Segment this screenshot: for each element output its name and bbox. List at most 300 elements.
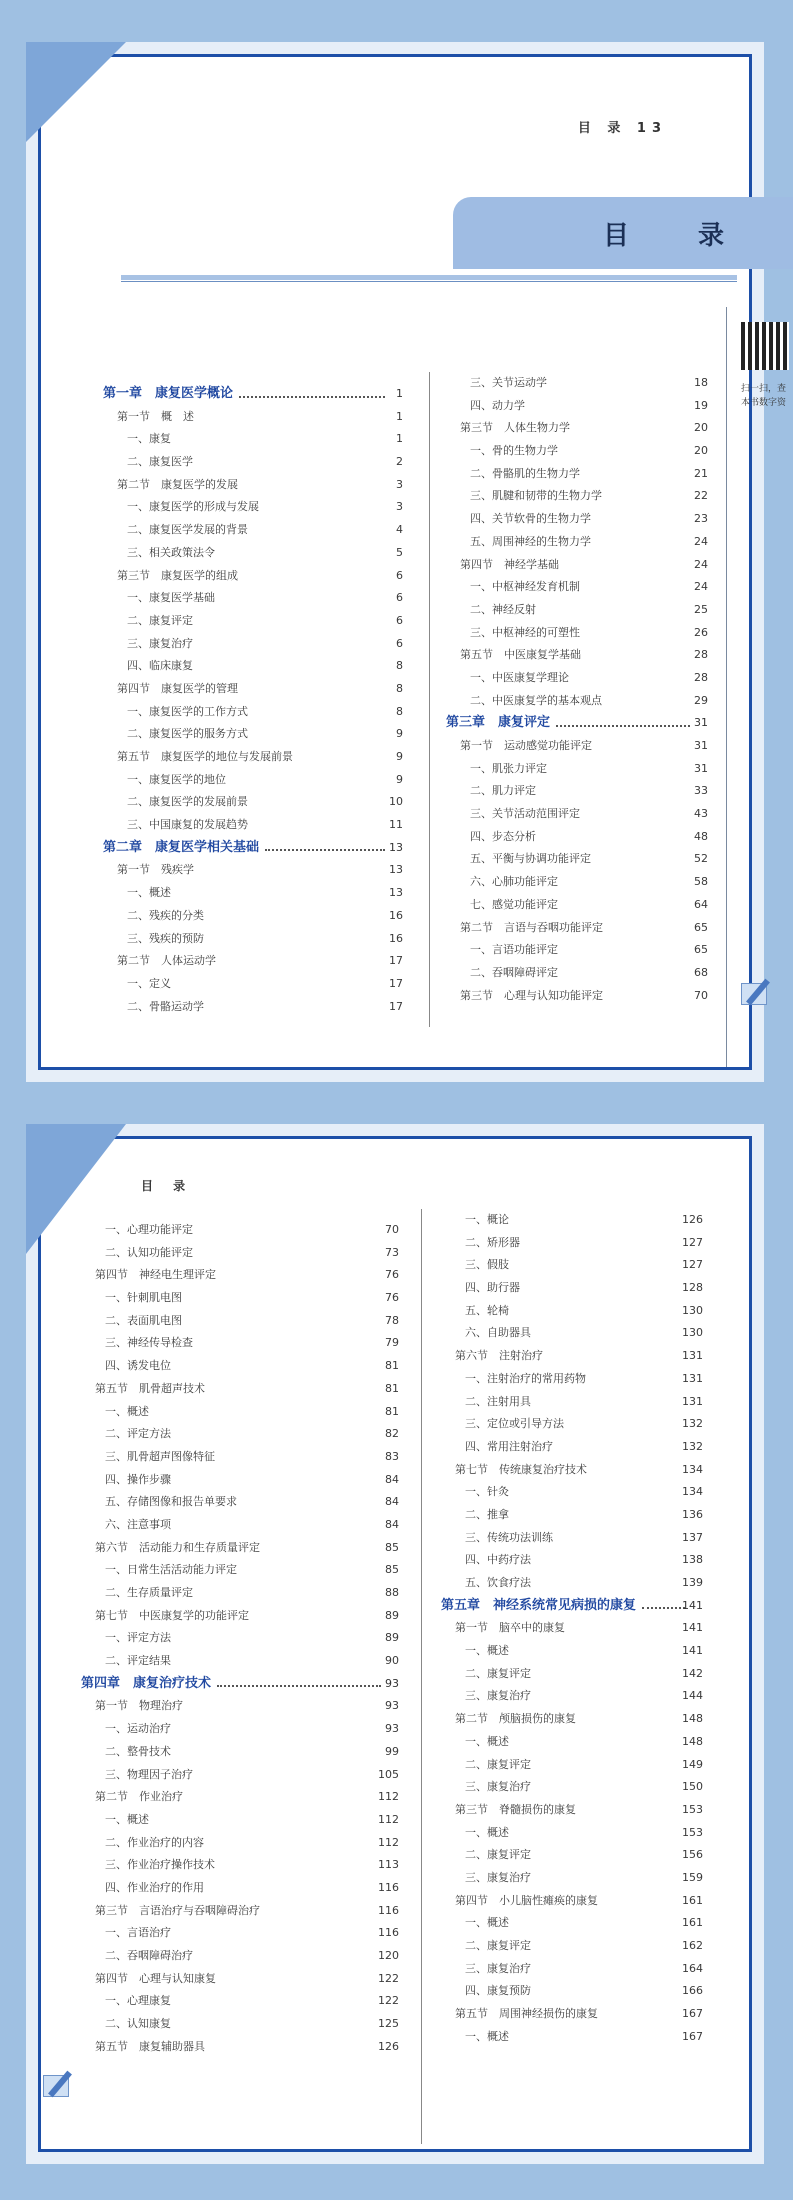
page-number: 8 xyxy=(396,704,403,718)
toc-section-entry[interactable] xyxy=(81,2036,399,2059)
toc-item-entry[interactable] xyxy=(81,1945,399,1968)
toc-item-entry[interactable] xyxy=(446,599,708,622)
toc-item-entry[interactable] xyxy=(446,667,708,690)
toc-item-entry[interactable] xyxy=(81,1922,399,1945)
toc-section-entry[interactable] xyxy=(103,746,403,769)
toc-section-entry[interactable] xyxy=(81,1605,399,1628)
page-number: 24 xyxy=(694,534,708,548)
entry-title: 第一节 残疾学 xyxy=(117,863,194,877)
entry-title: 二、推拿 xyxy=(465,1507,509,1521)
toc-item-entry[interactable] xyxy=(81,1718,399,1741)
toc-item-entry[interactable] xyxy=(441,1436,703,1459)
toc-item-entry[interactable] xyxy=(81,1287,399,1310)
page-number: 112 xyxy=(378,1812,399,1826)
entry-title: 第五章 神经系统常见病损的康复 xyxy=(441,1597,637,1613)
page-number: 130 xyxy=(682,1303,703,1317)
page-number: 70 xyxy=(385,1223,399,1236)
page-number: 141 xyxy=(682,1598,703,1612)
toc-item-entry[interactable] xyxy=(441,1663,703,1686)
page-number: 20 xyxy=(694,444,708,458)
toc-section-entry[interactable] xyxy=(446,917,708,940)
page-number: 6 xyxy=(396,591,403,605)
entry-title: 一、运动治疗 xyxy=(105,1722,171,1736)
entry-title: 第六节 活动能力和生存质量评定 xyxy=(95,1540,260,1554)
page-number: 20 xyxy=(694,421,708,435)
toc-section-entry[interactable] xyxy=(441,1459,703,1482)
page-number: 162 xyxy=(682,1939,703,1952)
toc-item-entry[interactable] xyxy=(446,485,708,508)
toc-item-entry[interactable] xyxy=(441,1391,703,1414)
page-number: 89 xyxy=(385,1631,399,1645)
entry-title: 第四章 康复治疗技术 xyxy=(81,1675,212,1691)
toc-item-entry[interactable] xyxy=(441,1935,703,1958)
toc-item-entry[interactable] xyxy=(441,1867,703,1890)
entry-title: 二、骨骼肌的生物力学 xyxy=(470,466,580,480)
toc-item-entry[interactable] xyxy=(441,1277,703,1300)
entry-title: 第五节 康复辅助器具 xyxy=(95,2039,205,2053)
page-number: 5 xyxy=(396,545,403,559)
toc-item-entry[interactable] xyxy=(446,690,708,713)
entry-title: 第二节 作业治疗 xyxy=(95,1790,183,1804)
entry-title: 一、定义 xyxy=(127,976,171,990)
entry-title: 一、概述 xyxy=(127,886,171,900)
entry-title: 第三节 康复医学的组成 xyxy=(117,568,238,582)
toc-item-entry[interactable] xyxy=(81,1491,399,1514)
toc-section-entry[interactable] xyxy=(81,1900,399,1923)
page-number: 153 xyxy=(682,1802,703,1816)
toc-item-entry[interactable] xyxy=(441,1413,703,1436)
toc-item-entry[interactable] xyxy=(446,508,708,531)
toc-item-entry[interactable] xyxy=(446,531,708,554)
toc-item-entry[interactable] xyxy=(441,1504,703,1527)
entry-title: 第三节 脊髓损伤的康复 xyxy=(455,1802,576,1816)
toc-section-entry[interactable] xyxy=(446,417,708,440)
toc-item-entry[interactable] xyxy=(81,2013,399,2036)
toc-item-entry[interactable] xyxy=(81,1423,399,1446)
page-number: 134 xyxy=(682,1485,703,1499)
page-number: 25 xyxy=(694,602,708,616)
toc-item-entry[interactable] xyxy=(441,1822,703,1845)
toc-item-entry[interactable] xyxy=(81,1355,399,1378)
toc-item-entry[interactable] xyxy=(441,1527,703,1550)
entry-title: 一、注射治疗的常用药物 xyxy=(465,1371,586,1385)
page-number: 6 xyxy=(396,568,403,582)
toc-item-entry[interactable] xyxy=(441,1322,703,1345)
toc-section-entry[interactable] xyxy=(103,565,403,588)
page-number: 159 xyxy=(682,1870,703,1884)
toc-item-entry[interactable] xyxy=(103,723,403,746)
entry-title: 第四节 小儿脑性瘫痪的康复 xyxy=(455,1893,598,1907)
entry-title: 第七节 中医康复学的功能评定 xyxy=(95,1608,249,1622)
entry-title: 三、康复治疗 xyxy=(127,636,193,650)
page-number: 112 xyxy=(378,1835,399,1849)
entry-title: 第五节 康复医学的地位与发展前景 xyxy=(117,750,293,763)
toc-section-entry[interactable] xyxy=(81,1695,399,1718)
toc-chapter-entry[interactable] xyxy=(446,712,708,735)
page-number: 13 xyxy=(389,863,403,877)
entry-title: 一、概述 xyxy=(105,1404,149,1418)
toc-item-entry[interactable] xyxy=(103,633,403,656)
toc-item-entry[interactable] xyxy=(81,1854,399,1877)
toc-item-entry[interactable] xyxy=(103,587,403,610)
entry-title: 一、概述 xyxy=(465,1644,509,1658)
toc-item-entry[interactable] xyxy=(103,814,403,837)
page-number: 113 xyxy=(378,1858,399,1872)
toc-item-entry[interactable] xyxy=(446,576,708,599)
toc-item-entry[interactable] xyxy=(446,372,708,395)
toc-item-entry[interactable] xyxy=(441,1254,703,1277)
toc-section-entry[interactable] xyxy=(81,1786,399,1809)
toc-item-entry[interactable] xyxy=(441,2026,703,2049)
page-number: 161 xyxy=(682,1893,703,1907)
entry-title: 第一节 运动感觉功能评定 xyxy=(460,739,592,752)
entry-title: 一、康复医学的工作方式 xyxy=(127,704,248,718)
page-number: 136 xyxy=(682,1507,703,1521)
entry-title: 六、心肺功能评定 xyxy=(470,875,558,889)
toc-item-entry[interactable] xyxy=(103,496,403,519)
toc-item-entry[interactable] xyxy=(441,1685,703,1708)
page-number: 132 xyxy=(682,1439,703,1453)
toc-item-entry[interactable] xyxy=(441,1776,703,1799)
page-number: 144 xyxy=(682,1689,703,1703)
page-number: 58 xyxy=(694,875,708,889)
leader-dots xyxy=(239,396,385,398)
toc-item-entry[interactable] xyxy=(103,542,403,565)
toc-section-entry[interactable] xyxy=(446,735,708,758)
entry-title: 一、评定方法 xyxy=(105,1631,171,1645)
entry-title: 六、自助器具 xyxy=(465,1326,531,1340)
toc-section-entry[interactable] xyxy=(103,678,403,701)
page-number: 130 xyxy=(682,1326,703,1340)
toc-section-entry[interactable] xyxy=(81,1378,399,1401)
entry-title: 二、评定方法 xyxy=(105,1427,171,1441)
toc-item-entry[interactable] xyxy=(441,1731,703,1754)
entry-title: 一、肌张力评定 xyxy=(470,761,547,775)
entry-title: 一、康复医学基础 xyxy=(127,591,215,605)
entry-title: 五、周围神经的生物力学 xyxy=(470,534,591,548)
toc-item-entry[interactable] xyxy=(81,1627,399,1650)
page-number: 1 xyxy=(396,387,403,400)
page-number: 22 xyxy=(694,489,708,503)
page-number: 29 xyxy=(694,693,708,707)
toc-item-entry[interactable] xyxy=(441,1209,703,1232)
toc-item-entry[interactable] xyxy=(81,1650,399,1673)
page-number: 116 xyxy=(378,1926,399,1940)
toc-section-entry[interactable] xyxy=(103,859,403,882)
entry-title: 一、中枢神经发育机制 xyxy=(470,580,580,594)
page-number: 156 xyxy=(682,1848,703,1862)
page-number: 28 xyxy=(694,648,708,662)
page-number: 167 xyxy=(682,2007,703,2021)
page-number: 99 xyxy=(385,1744,399,1758)
toc-item-entry[interactable] xyxy=(446,939,708,962)
page-number: 122 xyxy=(378,1971,399,1985)
toc-item-entry[interactable] xyxy=(446,894,708,917)
entry-title: 三、康复治疗 xyxy=(465,1961,531,1975)
toc-section-entry[interactable] xyxy=(81,1968,399,1991)
entry-title: 一、言语功能评定 xyxy=(470,943,558,957)
entry-title: 四、动力学 xyxy=(470,398,525,412)
page-number: 139 xyxy=(682,1576,703,1589)
toc-item-entry[interactable] xyxy=(103,428,403,451)
entry-title: 一、概论 xyxy=(465,1213,509,1226)
entry-title: 第三节 心理与认知功能评定 xyxy=(460,988,603,1002)
entry-title: 二、生存质量评定 xyxy=(105,1586,193,1599)
entry-title: 二、康复医学发展的背景 xyxy=(127,523,248,537)
page-number: 126 xyxy=(378,2039,399,2053)
page-number: 81 xyxy=(385,1381,399,1395)
toc-item-entry[interactable] xyxy=(81,1310,399,1333)
page-number: 31 xyxy=(694,716,708,730)
toc-item-entry[interactable] xyxy=(81,1219,399,1242)
toc-page-13 xyxy=(26,42,787,1082)
toc-item-entry[interactable] xyxy=(441,1912,703,1935)
entry-title: 第四节 心理与认知康复 xyxy=(95,1971,216,1985)
toc-item-entry[interactable] xyxy=(441,1980,703,2003)
entry-title: 二、吞咽障碍评定 xyxy=(470,965,558,979)
toc-section-entry[interactable] xyxy=(446,985,708,1008)
page-number: 6 xyxy=(396,613,403,627)
entry-title: 三、康复治疗 xyxy=(465,1689,531,1703)
page-number: 134 xyxy=(682,1462,703,1476)
toc-section-entry[interactable] xyxy=(446,554,708,577)
leader-dots xyxy=(265,849,385,851)
page-number: 13 xyxy=(389,840,403,854)
toc-item-entry[interactable] xyxy=(81,1332,399,1355)
entry-title: 四、步态分析 xyxy=(470,829,536,843)
toc-item-entry[interactable] xyxy=(81,1832,399,1855)
entry-title: 第二节 康复医学的发展 xyxy=(117,477,238,491)
toc-section-entry[interactable] xyxy=(81,1537,399,1560)
toc-section-entry[interactable] xyxy=(441,2003,703,2026)
page-number: 84 xyxy=(385,1472,399,1486)
page-number: 24 xyxy=(694,580,708,594)
page-number: 131 xyxy=(682,1371,703,1385)
entry-title: 第五节 中医康复学基础 xyxy=(460,648,581,662)
notebook-pen-icon xyxy=(43,2069,81,2099)
entry-title: 第四节 神经学基础 xyxy=(460,557,559,571)
entry-title: 六、注意事项 xyxy=(105,1517,171,1531)
page-number: 127 xyxy=(682,1235,703,1249)
toc-column-right xyxy=(441,1209,703,2048)
entry-title: 四、关节软骨的生物力学 xyxy=(470,512,591,526)
leader-dots xyxy=(217,1685,381,1687)
entry-title: 第二章 康复医学相关基础 xyxy=(103,839,260,855)
entry-title: 一、概述 xyxy=(465,1825,509,1839)
entry-title: 二、神经反射 xyxy=(470,602,536,616)
entry-title: 三、假肢 xyxy=(465,1258,509,1272)
toc-item-entry[interactable] xyxy=(441,1958,703,1981)
entry-title: 第四节 神经电生理评定 xyxy=(95,1268,216,1282)
toc-item-entry[interactable] xyxy=(81,1559,399,1582)
toc-item-entry[interactable] xyxy=(81,1990,399,2013)
page-number: 28 xyxy=(694,670,708,684)
toc-item-entry[interactable] xyxy=(103,701,403,724)
entry-title: 第一节 脑卒中的康复 xyxy=(455,1621,565,1635)
page-number: 116 xyxy=(378,1903,399,1917)
page-number: 70 xyxy=(694,988,708,1002)
toc-item-entry[interactable] xyxy=(441,1754,703,1777)
page-number: 26 xyxy=(694,625,708,639)
toc-item-entry[interactable] xyxy=(81,1764,399,1787)
page-number: 131 xyxy=(682,1394,703,1408)
entry-title: 二、中医康复学的基本观点 xyxy=(470,693,602,707)
toc-item-entry[interactable] xyxy=(103,610,403,633)
toc-item-entry[interactable] xyxy=(103,655,403,678)
entry-title: 第二节 人体运动学 xyxy=(117,954,216,968)
entry-title: 四、作业治疗的作用 xyxy=(105,1880,204,1894)
toc-item-entry[interactable] xyxy=(81,1877,399,1900)
toc-section-entry[interactable] xyxy=(446,644,708,667)
toc-item-entry[interactable] xyxy=(441,1300,703,1323)
toc-item-entry[interactable] xyxy=(103,451,403,474)
page-number: 105 xyxy=(378,1767,399,1781)
toc-item-entry[interactable] xyxy=(81,1446,399,1469)
toc-item-entry[interactable] xyxy=(441,1572,703,1595)
toc-item-entry[interactable] xyxy=(81,1242,399,1265)
toc-section-entry[interactable] xyxy=(441,1345,703,1368)
entry-title: 二、康复医学的发展前景 xyxy=(127,795,248,809)
column-separator xyxy=(429,372,430,1027)
toc-item-entry[interactable] xyxy=(441,1232,703,1255)
toc-item-entry[interactable] xyxy=(103,973,403,996)
toc-section-entry[interactable] xyxy=(441,1890,703,1913)
toc-chapter-entry[interactable] xyxy=(103,837,403,860)
page-number: 73 xyxy=(385,1245,399,1259)
page-number: 17 xyxy=(389,976,403,990)
entry-title: 第三节 言语治疗与吞咽障碍治疗 xyxy=(95,1903,260,1917)
page-number: 10 xyxy=(389,795,403,809)
entry-title: 第三章 康复评定 xyxy=(446,715,551,731)
toc-item-entry[interactable] xyxy=(441,1481,703,1504)
page-number: 166 xyxy=(682,1984,703,1998)
toc-item-entry[interactable] xyxy=(81,1469,399,1492)
entry-title: 三、中枢神经的可塑性 xyxy=(470,625,580,639)
toc-chapter-entry[interactable] xyxy=(103,383,403,406)
toc-item-entry[interactable] xyxy=(446,780,708,803)
page-number: 11 xyxy=(389,818,403,832)
page-number: 81 xyxy=(385,1404,399,1418)
page-number: 76 xyxy=(385,1291,399,1305)
entry-title: 五、平衡与协调功能评定 xyxy=(470,852,591,866)
page-number: 65 xyxy=(694,920,708,934)
page-number: 23 xyxy=(694,512,708,526)
toc-section-entry[interactable] xyxy=(441,1617,703,1640)
entry-title: 一、言语治疗 xyxy=(105,1926,171,1940)
qr-caption-line-1: 扫一扫，查 xyxy=(741,384,787,394)
toc-section-entry[interactable] xyxy=(81,1264,399,1287)
toc-item-entry[interactable] xyxy=(446,440,708,463)
page-number: 6 xyxy=(396,636,403,650)
page-number: 48 xyxy=(694,829,708,843)
page-number: 68 xyxy=(694,965,708,979)
toc-item-entry[interactable] xyxy=(103,928,403,951)
toc-item-entry[interactable] xyxy=(446,758,708,781)
toc-item-entry[interactable] xyxy=(441,1549,703,1572)
toc-section-entry[interactable] xyxy=(103,950,403,973)
toc-item-entry[interactable] xyxy=(446,803,708,826)
toc-item-entry[interactable] xyxy=(103,791,403,814)
toc-item-entry[interactable] xyxy=(446,463,708,486)
page-number: 149 xyxy=(682,1757,703,1771)
toc-item-entry[interactable] xyxy=(446,871,708,894)
page-number: 167 xyxy=(682,2029,703,2043)
toc-item-entry[interactable] xyxy=(441,1844,703,1867)
toc-section-entry[interactable] xyxy=(441,1799,703,1822)
entry-title: 一、日常生活活动能力评定 xyxy=(105,1563,237,1577)
page-number: 132 xyxy=(682,1417,703,1431)
toc-item-entry[interactable] xyxy=(446,395,708,418)
entry-title: 第一章 康复医学概论 xyxy=(103,386,234,401)
leader-dots xyxy=(556,725,690,727)
page-content xyxy=(38,54,787,1070)
toc-banner xyxy=(453,197,793,269)
entry-title: 三、康复治疗 xyxy=(465,1780,531,1794)
toc-chapter-entry[interactable] xyxy=(81,1673,399,1696)
page-number: 112 xyxy=(378,1790,399,1804)
toc-column-right xyxy=(446,372,708,1007)
page-number: 43 xyxy=(694,807,708,821)
entry-title: 第四节 康复医学的管理 xyxy=(117,681,238,695)
page-number: 81 xyxy=(385,1359,399,1373)
entry-title: 五、饮食疗法 xyxy=(465,1576,531,1589)
page-number: 16 xyxy=(389,931,403,945)
page-number: 9 xyxy=(396,772,403,786)
toc-item-entry[interactable] xyxy=(103,882,403,905)
entry-title: 第六节 注射治疗 xyxy=(455,1349,543,1363)
toc-section-entry[interactable] xyxy=(103,406,403,429)
page-number: 17 xyxy=(389,999,403,1013)
entry-title: 三、肌骨超声图像特征 xyxy=(105,1449,215,1463)
entry-title: 三、物理因子治疗 xyxy=(105,1767,193,1781)
toc-item-entry[interactable] xyxy=(446,826,708,849)
qr-code-icon[interactable] xyxy=(741,322,789,370)
page-number: 126 xyxy=(682,1213,703,1226)
page-number: 141 xyxy=(682,1621,703,1635)
page-number: 9 xyxy=(396,727,403,741)
toc-item-entry[interactable] xyxy=(81,1741,399,1764)
toc-item-entry[interactable] xyxy=(446,962,708,985)
toc-item-entry[interactable] xyxy=(103,996,403,1019)
toc-section-entry[interactable] xyxy=(103,474,403,497)
page-number: 89 xyxy=(385,1608,399,1622)
toc-item-entry[interactable] xyxy=(441,1368,703,1391)
page-number: 79 xyxy=(385,1336,399,1350)
toc-item-entry[interactable] xyxy=(441,1640,703,1663)
page-number: 17 xyxy=(389,954,403,968)
corner-fold xyxy=(26,42,126,142)
toc-section-entry[interactable] xyxy=(441,1708,703,1731)
entry-title: 三、中国康复的发展趋势 xyxy=(127,818,248,832)
toc-item-entry[interactable] xyxy=(81,1582,399,1605)
entry-title: 三、定位或引导方法 xyxy=(465,1417,564,1431)
entry-title: 二、作业治疗的内容 xyxy=(105,1835,204,1849)
page-number: 1 xyxy=(396,432,403,446)
toc-item-entry[interactable] xyxy=(81,1401,399,1424)
page-number: 142 xyxy=(682,1666,703,1680)
toc-item-entry[interactable] xyxy=(81,1514,399,1537)
toc-chapter-entry[interactable] xyxy=(441,1595,703,1618)
page-number: 85 xyxy=(385,1540,399,1554)
page-number: 24 xyxy=(694,557,708,571)
page-number: 2 xyxy=(396,455,403,469)
toc-item-entry[interactable] xyxy=(103,769,403,792)
toc-item-entry[interactable] xyxy=(81,1809,399,1832)
toc-item-entry[interactable] xyxy=(103,519,403,542)
toc-item-entry[interactable] xyxy=(446,848,708,871)
toc-item-entry[interactable] xyxy=(103,905,403,928)
toc-item-entry[interactable] xyxy=(446,622,708,645)
